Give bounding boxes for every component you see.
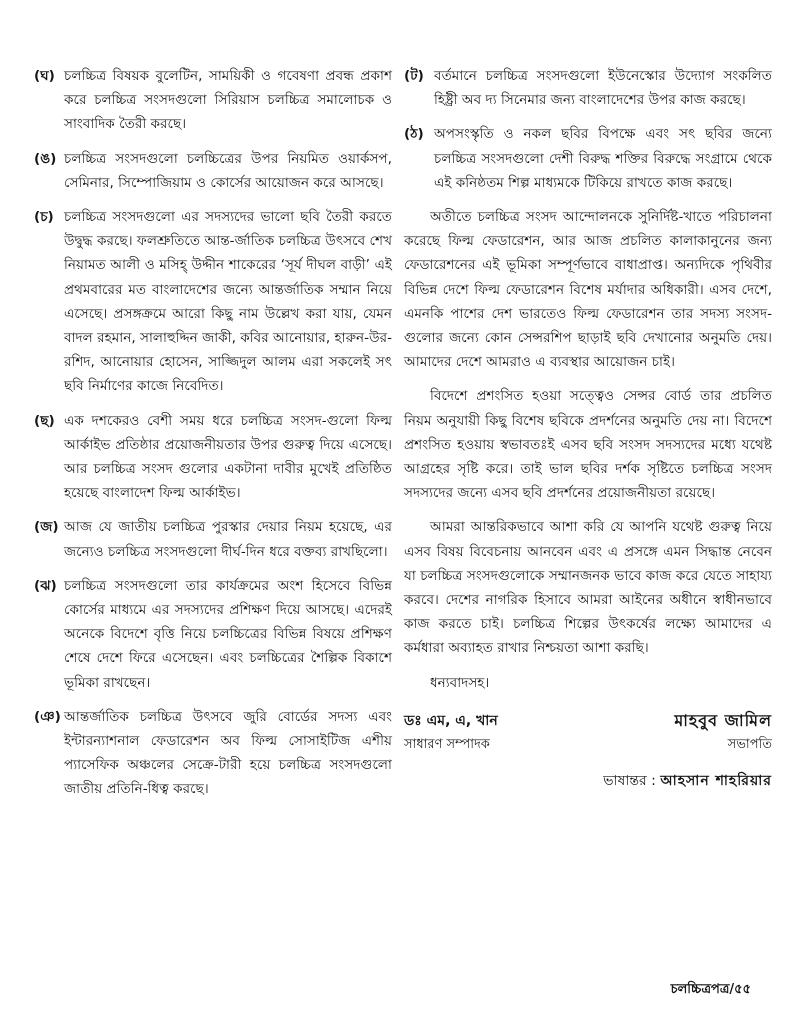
- right-column: [404, 64, 772, 793]
- closing-salutation: ধন্যবাদসহ।: [430, 674, 490, 691]
- list-item: [34, 409, 392, 506]
- list-text: বর্তমানে চলচ্চিত্র সংসদগুলো ইউনেস্কোর উদ্যোগ সংকলিত হিষ্ট্রী অব দ্য সিনেমার জন্য বাংলাদেশের উপর কাজ করছে।: [434, 68, 772, 109]
- list-marker: (ছ): [34, 412, 55, 429]
- list-marker: (চ): [34, 209, 54, 226]
- signature-president: [674, 709, 772, 757]
- signature-row: [404, 709, 772, 757]
- body-paragraph: আমরা আন্তরিকভাবে আশা করি যে আপনি যথেষ্ট গুরুত্ব নিয়ে এসব বিষয় বিবেচনায় আনবেন এবং এ প্রসঙ্গে এমন সিদ্ধান্ত নেবেন যা চলচ্চিত্র সংসদগুলোকে সম্মানজনক ভাবে কাজ করে যেতে সাহায্য করবে। দেশের নাগরিক হিসাবে আমরা আইনের অধীনে স্বাধীনভাবে কাজ করতে চাই। চলচ্চিত্র শিল্পের উৎকর্ষের লক্ষ্যে আমাদের এ কর্মধারা অব্যাহত রাখার নিশ্চয়তা আশা করছি।: [404, 519, 772, 657]
- list-marker: (ট): [404, 68, 424, 84]
- list-item: [34, 515, 392, 563]
- list-text: চলচ্চিত্র সংসদগুলো চলচ্চিত্রের উপর নিয়মিত ওয়ার্কসপ, সেমিনার, সিম্পোজিয়াম ও কোর্সের আয়োজন করে আসছে।: [64, 150, 392, 191]
- list-item: [404, 122, 772, 195]
- list-text: চলচ্চিত্র বিষয়ক বুলেটিন, সাময়িকী ও গবেষণা প্রবন্ধ প্রকাশ করে চলচ্চিত্র সংসদগুলো সিরিয়াস চলচ্চিত্র সমালোচক ও সাংবাদিক তৈরী করছে।: [64, 68, 392, 133]
- translator-name: আহসান শাহরিয়ার: [660, 773, 772, 790]
- list-item: [34, 64, 392, 137]
- signatory-title: সাধারণ সম্পাদক: [404, 737, 490, 753]
- list-text: চলচ্চিত্র সংসদগুলো তার কার্যক্রমের অংশ হিসেবে বিভিন্ন কোর্সের মাধ্যমে এর সদস্যদের প্রশিক্ষণ দিয়ে আসছে। এদেরই অনেকে বিদেশে বৃত্তি নিয়ে চলচ্চিত্রের বিভিন্ন বিষয়ে প্রশিক্ষণ শেষে দেশে ফিরে এসেছেন। এবং চলচ্চিত্রের শৈল্পিক বিকাশে ভূমিকা রাখছেন।: [64, 577, 392, 691]
- list-marker: (ঝ): [34, 577, 57, 594]
- signatory-name: মাহবুব জামিল: [674, 710, 772, 730]
- list-text: আজ যে জাতীয় চলচ্চিত্র পুরস্কার দেয়ার নিয়ম হয়েছে, এর জন্যেও চলচ্চিত্র সংসদগুলো দীর্ঘ-দিন ধরে বক্তব্য রাখছিলো।: [64, 519, 392, 560]
- list-item: [34, 705, 392, 802]
- list-marker: (ঙ): [34, 150, 57, 167]
- signatory-title: সভাপতি: [727, 737, 772, 753]
- list-text: অপসংস্কৃতি ও নকল ছবির বিপক্ষে এবং সৎ ছবির জন্যে চলচ্চিত্র সংসদগুলো দেশী বিরুদ্ধ শক্তির বিরুদ্ধে সংগ্রামে থেকে এই কনিষ্ঠতম শিল্প মাধ্যমকে টিকিয়ে রাখতে কাজ করছে।: [434, 126, 772, 191]
- list-item: [34, 205, 392, 399]
- list-marker: (ঞ): [34, 708, 61, 725]
- list-text: আন্তর্জাতিক চলচ্চিত্র উৎসবে জুরি বোর্ডের সদস্য এবং ইন্টারন্যাশনাল ফেডারেশন অব ফিল্ম সোসাইটিজ এশীয় প্যাসেফিক অঞ্চলের সেক্রে-টারী হয়ে চলচ্চিত্র সংসদগুলো জাতীয় প্রতিনি-ধিত্ব করছে।: [64, 708, 392, 798]
- list-item: [34, 147, 392, 195]
- body-paragraph: অতীতে চলচ্চিত্র সংসদ আন্দোলনকে সুনির্দিষ্ট-খাতে পরিচালনা করেছে ফিল্ম ফেডারেশন, আর আজ প্রচলিত কালাকানুনের জন্য ফেডারেশনের এই ভূমিকা সম্পূর্ণভাবে বাধাপ্রাপ্ত। অন্যদিকে পৃথিবীর বিভিন্ন দেশে ফিল্ম ফেডারেশন বিশেষ মর্যাদার অধিকারী। এসব দেশে, এমনকি পাশের দেশ ভারতেও ফিল্ম ফেডারেশন তার সদস্য সংসদ-গুলোর জন্যে কোন সেন্সরশিপ ছাড়াই ছবি দেখানোর অনুমতি দেয়। আমাদের দেশে আমরাও এ ব্যবস্থার আয়োজন চাই।: [404, 209, 772, 371]
- translator-credit: [404, 769, 772, 793]
- list-marker: (জ): [34, 519, 59, 536]
- translator-label: ভাষান্তর :: [603, 773, 656, 790]
- list-item: [404, 64, 772, 112]
- list-item: [34, 574, 392, 695]
- list-text: এক দশকেরও বেশী সময় ধরে চলচ্চিত্র সংসদ-গুলো ফিল্ম আর্কাইভ প্রতিষ্ঠার প্রয়োজনীয়তার উপর গুরুত্ব দিয়ে এসেছে। আর চলচ্চিত্র সংসদ গুলোর একটানা দাবীর মুখেই প্রতিষ্ঠিত হয়েছে বাংলাদেশ ফিল্ম আর্কাইভ।: [64, 412, 392, 502]
- list-marker: (ঠ): [404, 126, 424, 143]
- signatory-name: ডঃ এম, এ, খান: [404, 712, 498, 729]
- page-footer: চলচ্চিত্রপত্র/৫৫: [670, 982, 751, 997]
- list-marker: (ঘ): [34, 68, 55, 84]
- list-text: চলচ্চিত্র সংসদগুলো এর সদস্যদের ভালো ছবি তৈরী করতে উদ্বুদ্ধ করছে। ফলশ্রুতিতে আন্ত-র্জাতিক চলচ্চিত্র উৎসবে শেখ নিয়ামত আলী ও মসিহ্ উদ্দীন শাকেরের ‘সূর্য দীঘল বাড়ী’ এই প্রথমবারের মত বাংলাদেশের জন্যে আন্তর্জাতিক সম্মান নিয়ে এসেছে। প্রসঙ্গক্রমে আরো কিছু নাম উল্লেখ করা যায়, যেমন বাদল রহমান, সালাহুদ্দিন জাকী, কবির আনোয়ার, হারুন-উর-রশিদ, আনোয়ার হোসেন, সাজ্জিদুল আলম এরা সকলেই সৎ ছবি নির্মাণের কাজে নিবেদিত।: [64, 209, 392, 395]
- body-paragraph: বিদেশে প্রশংসিত হওয়া সত্ত্বেও সেন্সর বোর্ড তার প্রচলিত নিয়ম অনুযায়ী কিছু বিশেষ ছবিকে প্রদর্শনের অনুমতি দেয় না। বিদেশে প্রশংসিত হওয়ায় স্বভাবতঃই এসব ছবি সংসদ সদস্যদের মধ্যে যথেষ্ট আগ্রহের সৃষ্টি করে। তাই ভাল ছবির দর্শক সৃষ্টিতে চলচ্চিত্র সংসদ সদস্যদের জন্যে এসব ছবি প্রদর্শনের প্রয়োজনীয়তা রয়েছে।: [404, 388, 772, 502]
- signature-secretary: [404, 709, 498, 757]
- left-column: [34, 64, 392, 812]
